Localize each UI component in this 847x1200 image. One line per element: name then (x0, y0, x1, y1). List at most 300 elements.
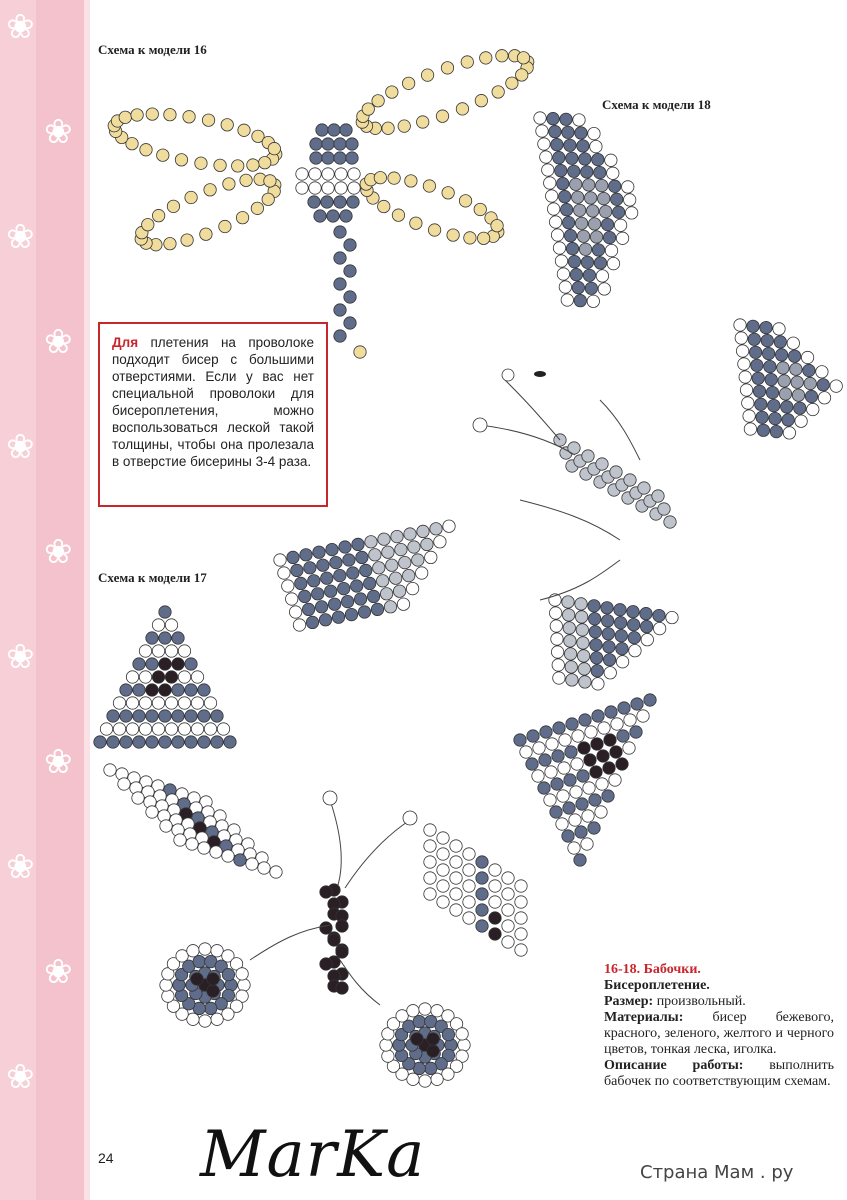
bead (278, 567, 290, 579)
bead (139, 723, 151, 735)
bead (185, 710, 197, 722)
bead (550, 620, 562, 632)
bead (195, 157, 207, 169)
bead (597, 750, 609, 762)
bead (380, 588, 392, 600)
bead (178, 645, 190, 657)
bead (658, 503, 670, 515)
bead (557, 790, 569, 802)
bead (219, 220, 231, 232)
bead (107, 736, 119, 748)
bead (562, 830, 574, 842)
bead (603, 762, 615, 774)
flower-ornament-icon: ❀ (44, 952, 73, 992)
bead (377, 575, 389, 587)
bead (423, 180, 435, 192)
bead (164, 237, 176, 249)
bead (107, 710, 119, 722)
bead (373, 562, 385, 574)
bead (382, 546, 394, 558)
bead (611, 193, 623, 205)
bead (795, 415, 807, 427)
bead (411, 1033, 423, 1045)
bead (581, 838, 593, 850)
bead (547, 112, 559, 124)
bead (126, 697, 138, 709)
bead (328, 124, 340, 136)
bead (577, 140, 589, 152)
bead (527, 730, 539, 742)
bead (425, 1062, 437, 1074)
bead (164, 108, 176, 120)
bead (328, 934, 340, 946)
bead (803, 364, 815, 376)
bead (380, 1039, 392, 1051)
flower-ornament-icon: ❀ (6, 1057, 35, 1097)
bead (562, 609, 574, 621)
bead (542, 164, 554, 176)
bead (313, 546, 325, 558)
bead (782, 414, 794, 426)
bead (752, 372, 764, 384)
bead (268, 142, 280, 154)
wire (330, 800, 341, 885)
bead (211, 1013, 223, 1025)
bead (624, 194, 636, 206)
bead (172, 736, 184, 748)
bead (204, 723, 216, 735)
bead (198, 710, 210, 722)
bead (314, 210, 326, 222)
bead (159, 606, 171, 618)
bead (416, 567, 428, 579)
bead (610, 466, 622, 478)
bead (506, 77, 518, 89)
bead (210, 846, 222, 858)
technique: Бисероплетение. (604, 978, 710, 993)
bead (559, 281, 571, 293)
bead (450, 840, 462, 852)
bead (403, 569, 415, 581)
bead (424, 840, 436, 852)
wire (345, 820, 410, 888)
bead (644, 694, 656, 706)
bead (421, 69, 433, 81)
bead (760, 321, 772, 333)
bead (113, 697, 125, 709)
bead (563, 802, 575, 814)
bead (549, 607, 561, 619)
bead (757, 424, 769, 436)
bead (804, 377, 816, 389)
bead (334, 569, 346, 581)
bead (172, 658, 184, 670)
tip-box (98, 322, 328, 507)
bead (476, 920, 488, 932)
bead (777, 362, 789, 374)
bead (533, 742, 545, 754)
bead (315, 601, 327, 613)
bead (364, 577, 376, 589)
bead (424, 824, 436, 836)
bead (562, 216, 574, 228)
bead (328, 598, 340, 610)
bead (653, 609, 665, 621)
bead (590, 140, 602, 152)
bead (319, 614, 331, 626)
bead (384, 601, 396, 613)
bead (159, 710, 171, 722)
bead (611, 718, 623, 730)
bead (573, 204, 585, 216)
bead (421, 538, 433, 550)
bead (358, 606, 370, 618)
bead (629, 645, 641, 657)
bead (588, 127, 600, 139)
wire (600, 400, 640, 460)
bead (588, 822, 600, 834)
bead (354, 593, 366, 605)
bead (477, 232, 489, 244)
bead (555, 255, 567, 267)
bead (516, 69, 528, 81)
bead (456, 1028, 468, 1040)
bead (198, 736, 210, 748)
bead (779, 388, 791, 400)
bead (321, 196, 333, 208)
bead (641, 633, 653, 645)
flower-ornament-icon: ❀ (44, 322, 73, 362)
bead (585, 726, 597, 738)
bead (747, 320, 759, 332)
bead (594, 257, 606, 269)
bead (588, 600, 600, 612)
bead (476, 888, 488, 900)
bead (583, 179, 595, 191)
bead (569, 814, 581, 826)
bead (578, 742, 590, 754)
bead (625, 207, 637, 219)
bead (480, 52, 492, 64)
bead (334, 226, 346, 238)
bead (534, 112, 546, 124)
bead (575, 127, 587, 139)
bead (388, 172, 400, 184)
bead (193, 955, 205, 967)
bead (391, 530, 403, 542)
bead (576, 798, 588, 810)
bead (146, 632, 158, 644)
bead (476, 904, 488, 916)
bead (247, 159, 259, 171)
bead (570, 178, 582, 190)
bead (739, 371, 751, 383)
bead (198, 842, 210, 854)
bead (139, 671, 151, 683)
bead (588, 218, 600, 230)
bead (753, 385, 765, 397)
bead (807, 403, 819, 415)
bead (165, 619, 177, 631)
bead (458, 1039, 470, 1051)
bead (118, 778, 130, 790)
bead (577, 230, 589, 242)
bead (556, 818, 568, 830)
bead (502, 888, 514, 900)
bead (336, 946, 348, 958)
bead (133, 710, 145, 722)
bead (761, 334, 773, 346)
bead (744, 423, 756, 435)
bead (160, 979, 172, 991)
bead (612, 206, 624, 218)
bead (788, 350, 800, 362)
bead (560, 113, 572, 125)
bead (157, 149, 169, 161)
label-model-17: Схема к модели 17 (98, 570, 207, 585)
bead (601, 602, 613, 614)
bead (334, 196, 346, 208)
page-number: 24 (98, 1150, 114, 1166)
bead (592, 710, 604, 722)
bead (603, 231, 615, 243)
bead (159, 684, 171, 696)
bead (553, 151, 565, 163)
bead (175, 154, 187, 166)
bead (561, 294, 573, 306)
bead (738, 358, 750, 370)
bead (623, 742, 635, 754)
bead (555, 164, 567, 176)
bead (502, 936, 514, 948)
bead (564, 139, 576, 151)
bead (309, 168, 321, 180)
bead (306, 616, 318, 628)
bead (792, 389, 804, 401)
bead (94, 736, 106, 748)
bead (246, 858, 258, 870)
work-value: выполнить бабочек по соответствующим схемам. (604, 1058, 834, 1089)
bead (320, 922, 332, 934)
signature: MarKa (200, 1118, 426, 1192)
bead (637, 710, 649, 722)
bead (592, 678, 604, 690)
bead (559, 734, 571, 746)
bead (126, 671, 138, 683)
bead (775, 349, 787, 361)
bead (347, 196, 359, 208)
bead (187, 945, 199, 957)
bead (566, 152, 578, 164)
bead (830, 380, 842, 392)
bead (581, 256, 593, 268)
bead (616, 232, 628, 244)
bead (336, 920, 348, 932)
bead (590, 652, 602, 664)
bead (419, 1075, 431, 1087)
bead (402, 77, 414, 89)
bead (566, 674, 578, 686)
bead (214, 159, 226, 171)
size-value: произвольный. (653, 994, 746, 1009)
wire (520, 500, 620, 540)
flower-ornament-icon: ❀ (44, 532, 73, 572)
bead (514, 734, 526, 746)
bead (378, 533, 390, 545)
bead (631, 698, 643, 710)
bead (205, 1002, 217, 1014)
bead (491, 219, 503, 231)
bead (549, 216, 561, 228)
bead (551, 646, 563, 658)
bead (574, 294, 586, 306)
bead (442, 1028, 454, 1040)
bead (410, 217, 422, 229)
bead (120, 710, 132, 722)
bead (589, 794, 601, 806)
bead (296, 168, 308, 180)
bead (605, 244, 617, 256)
bead (430, 523, 442, 535)
tip-first-word: Для (112, 335, 139, 350)
flower-ornament-icon: ❀ (6, 847, 35, 887)
bead (367, 590, 379, 602)
bead (734, 319, 746, 331)
bead (473, 418, 487, 432)
bead (545, 766, 557, 778)
bead (817, 379, 829, 391)
bead (598, 192, 610, 204)
bead (515, 928, 527, 940)
bead (538, 138, 550, 150)
bead (572, 730, 584, 742)
bead (191, 697, 203, 709)
bead (185, 191, 197, 203)
bead (191, 723, 203, 735)
bead (417, 525, 429, 537)
flower-ornament-icon: ❀ (6, 637, 35, 677)
bead (222, 968, 234, 980)
bead (346, 152, 358, 164)
bead (322, 138, 334, 150)
bead (236, 968, 248, 980)
bead (590, 231, 602, 243)
bead (309, 182, 321, 194)
bead (183, 111, 195, 123)
bead (347, 567, 359, 579)
bead (640, 607, 652, 619)
bead (474, 203, 486, 215)
bead (607, 257, 619, 269)
bead (562, 126, 574, 138)
bead (517, 52, 529, 64)
bead (356, 551, 368, 563)
bead (566, 718, 578, 730)
bead (582, 810, 594, 822)
bead (539, 754, 551, 766)
bead (344, 317, 356, 329)
bead (152, 697, 164, 709)
bead (577, 650, 589, 662)
bead (441, 62, 453, 74)
bead (749, 346, 761, 358)
bead (520, 746, 532, 758)
bead (615, 630, 627, 642)
bead (502, 872, 514, 884)
bead (582, 450, 594, 462)
bead (591, 738, 603, 750)
bead (419, 1003, 431, 1015)
bead (334, 278, 346, 290)
bead (575, 826, 587, 838)
bead (627, 619, 639, 631)
bead (563, 622, 575, 634)
bead (743, 410, 755, 422)
bead (577, 637, 589, 649)
bead (360, 564, 372, 576)
bead (596, 458, 608, 470)
bead (335, 182, 347, 194)
bead (330, 556, 342, 568)
bead (386, 86, 398, 98)
bead (428, 224, 440, 236)
bead (604, 667, 616, 679)
bead (296, 182, 308, 194)
bead (304, 562, 316, 574)
bead (578, 663, 590, 675)
bead (152, 209, 164, 221)
bead (398, 120, 410, 132)
bead (579, 153, 591, 165)
bead (515, 912, 527, 924)
bead (583, 782, 595, 794)
bead (540, 151, 552, 163)
bead (258, 862, 270, 874)
bead (264, 175, 276, 187)
bead (624, 474, 636, 486)
bead (204, 697, 216, 709)
bead (320, 958, 332, 970)
bead (540, 726, 552, 738)
bead (362, 103, 374, 115)
bead (476, 856, 488, 868)
bead (131, 109, 143, 121)
bead (544, 177, 556, 189)
bead (436, 110, 448, 122)
bead (614, 617, 626, 629)
bead (191, 671, 203, 683)
bead (605, 706, 617, 718)
bead (602, 628, 614, 640)
bead (551, 633, 563, 645)
bead (139, 645, 151, 657)
bead (492, 86, 504, 98)
bead (557, 177, 569, 189)
bead (162, 990, 174, 1002)
bead (427, 1033, 439, 1045)
bead (146, 806, 158, 818)
bead (778, 375, 790, 387)
bead (308, 196, 320, 208)
bead (559, 190, 571, 202)
bead (236, 211, 248, 223)
bead (274, 554, 286, 566)
bead (801, 351, 813, 363)
wire (540, 560, 620, 600)
bead (532, 770, 544, 782)
bead (390, 572, 402, 584)
flower-ornament-icon: ❀ (44, 112, 73, 152)
